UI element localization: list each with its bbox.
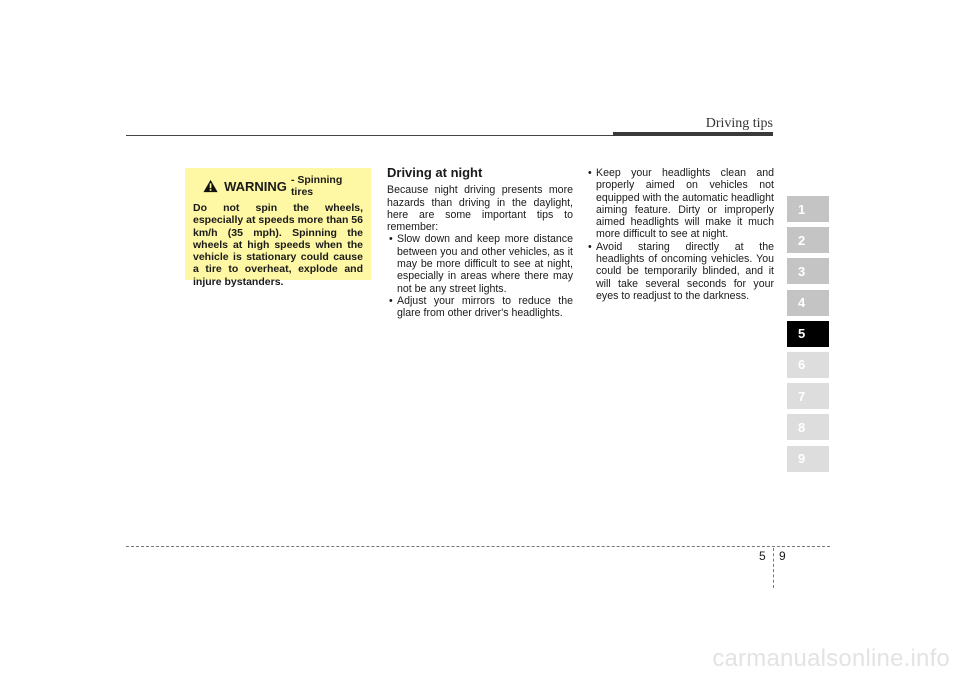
- chapter-tab-7[interactable]: 7: [787, 383, 829, 409]
- tips-list-left: [387, 233, 573, 319]
- warning-header: [193, 174, 363, 198]
- warning-subtitle: - Spinning tires: [290, 174, 343, 198]
- chapter-tab-1[interactable]: 1: [787, 196, 829, 222]
- chapter-tab-8[interactable]: 8: [787, 414, 829, 440]
- tips-list-right: [586, 167, 774, 302]
- page-number: 9: [779, 549, 786, 563]
- section-intro: Because night driving presents more hazards than driving in the daylight, here are some important tips to remember:: [387, 184, 573, 234]
- chapter-tab-6[interactable]: 6: [787, 352, 829, 378]
- header-divider-accent: [613, 132, 773, 136]
- list-item: • Slow down and keep more distance between you and other vehicles, as it may be more difficult to see at night, especially in areas where there may not be any street lights.: [387, 233, 573, 294]
- chapter-tab-9[interactable]: 9: [787, 446, 829, 472]
- chapter-tab-3[interactable]: 3: [787, 258, 829, 284]
- chapter-tabs: [787, 196, 829, 477]
- warning-box: [185, 168, 371, 288]
- footer-page-divider: [773, 548, 774, 588]
- chapter-tab-5[interactable]: 5: [787, 321, 829, 347]
- list-item: • Avoid staring directly at the headlights of oncoming vehicles. You could be temporarily blinded, and it will take several seconds for your eyes to readjust to the darkness.: [586, 241, 774, 302]
- page-header-title: Driving tips: [705, 116, 773, 131]
- section-title: Driving at night: [387, 165, 483, 180]
- watermark: carmanualsonline.info: [712, 645, 950, 672]
- text-column-middle: [387, 167, 573, 320]
- list-item: • Adjust your mirrors to reduce the glare from other driver's headlights.: [387, 295, 573, 320]
- chapter-tab-4[interactable]: 4: [787, 290, 829, 316]
- chapter-tab-2[interactable]: 2: [787, 227, 829, 253]
- warning-title: WARNING: [224, 178, 287, 194]
- warning-triangle-icon: [203, 179, 218, 193]
- text-column-right: [586, 167, 774, 302]
- footer-divider: [126, 546, 830, 547]
- list-item: • Keep your headlights clean and properly aimed on vehicles not equipped with the automatic headlight aiming feature. Dirty or improperly aimed headlights will make it much more difficult to see at night.: [586, 167, 774, 241]
- page-chapter-number: 5: [759, 549, 766, 563]
- warning-body: Do not spin the wheels, especially at speeds more than 56 km/h (35 mph). Spinning the wheels at high speeds when the vehicle is stationary could cause a tire to overheat, explode and injure bystanders.: [193, 202, 363, 288]
